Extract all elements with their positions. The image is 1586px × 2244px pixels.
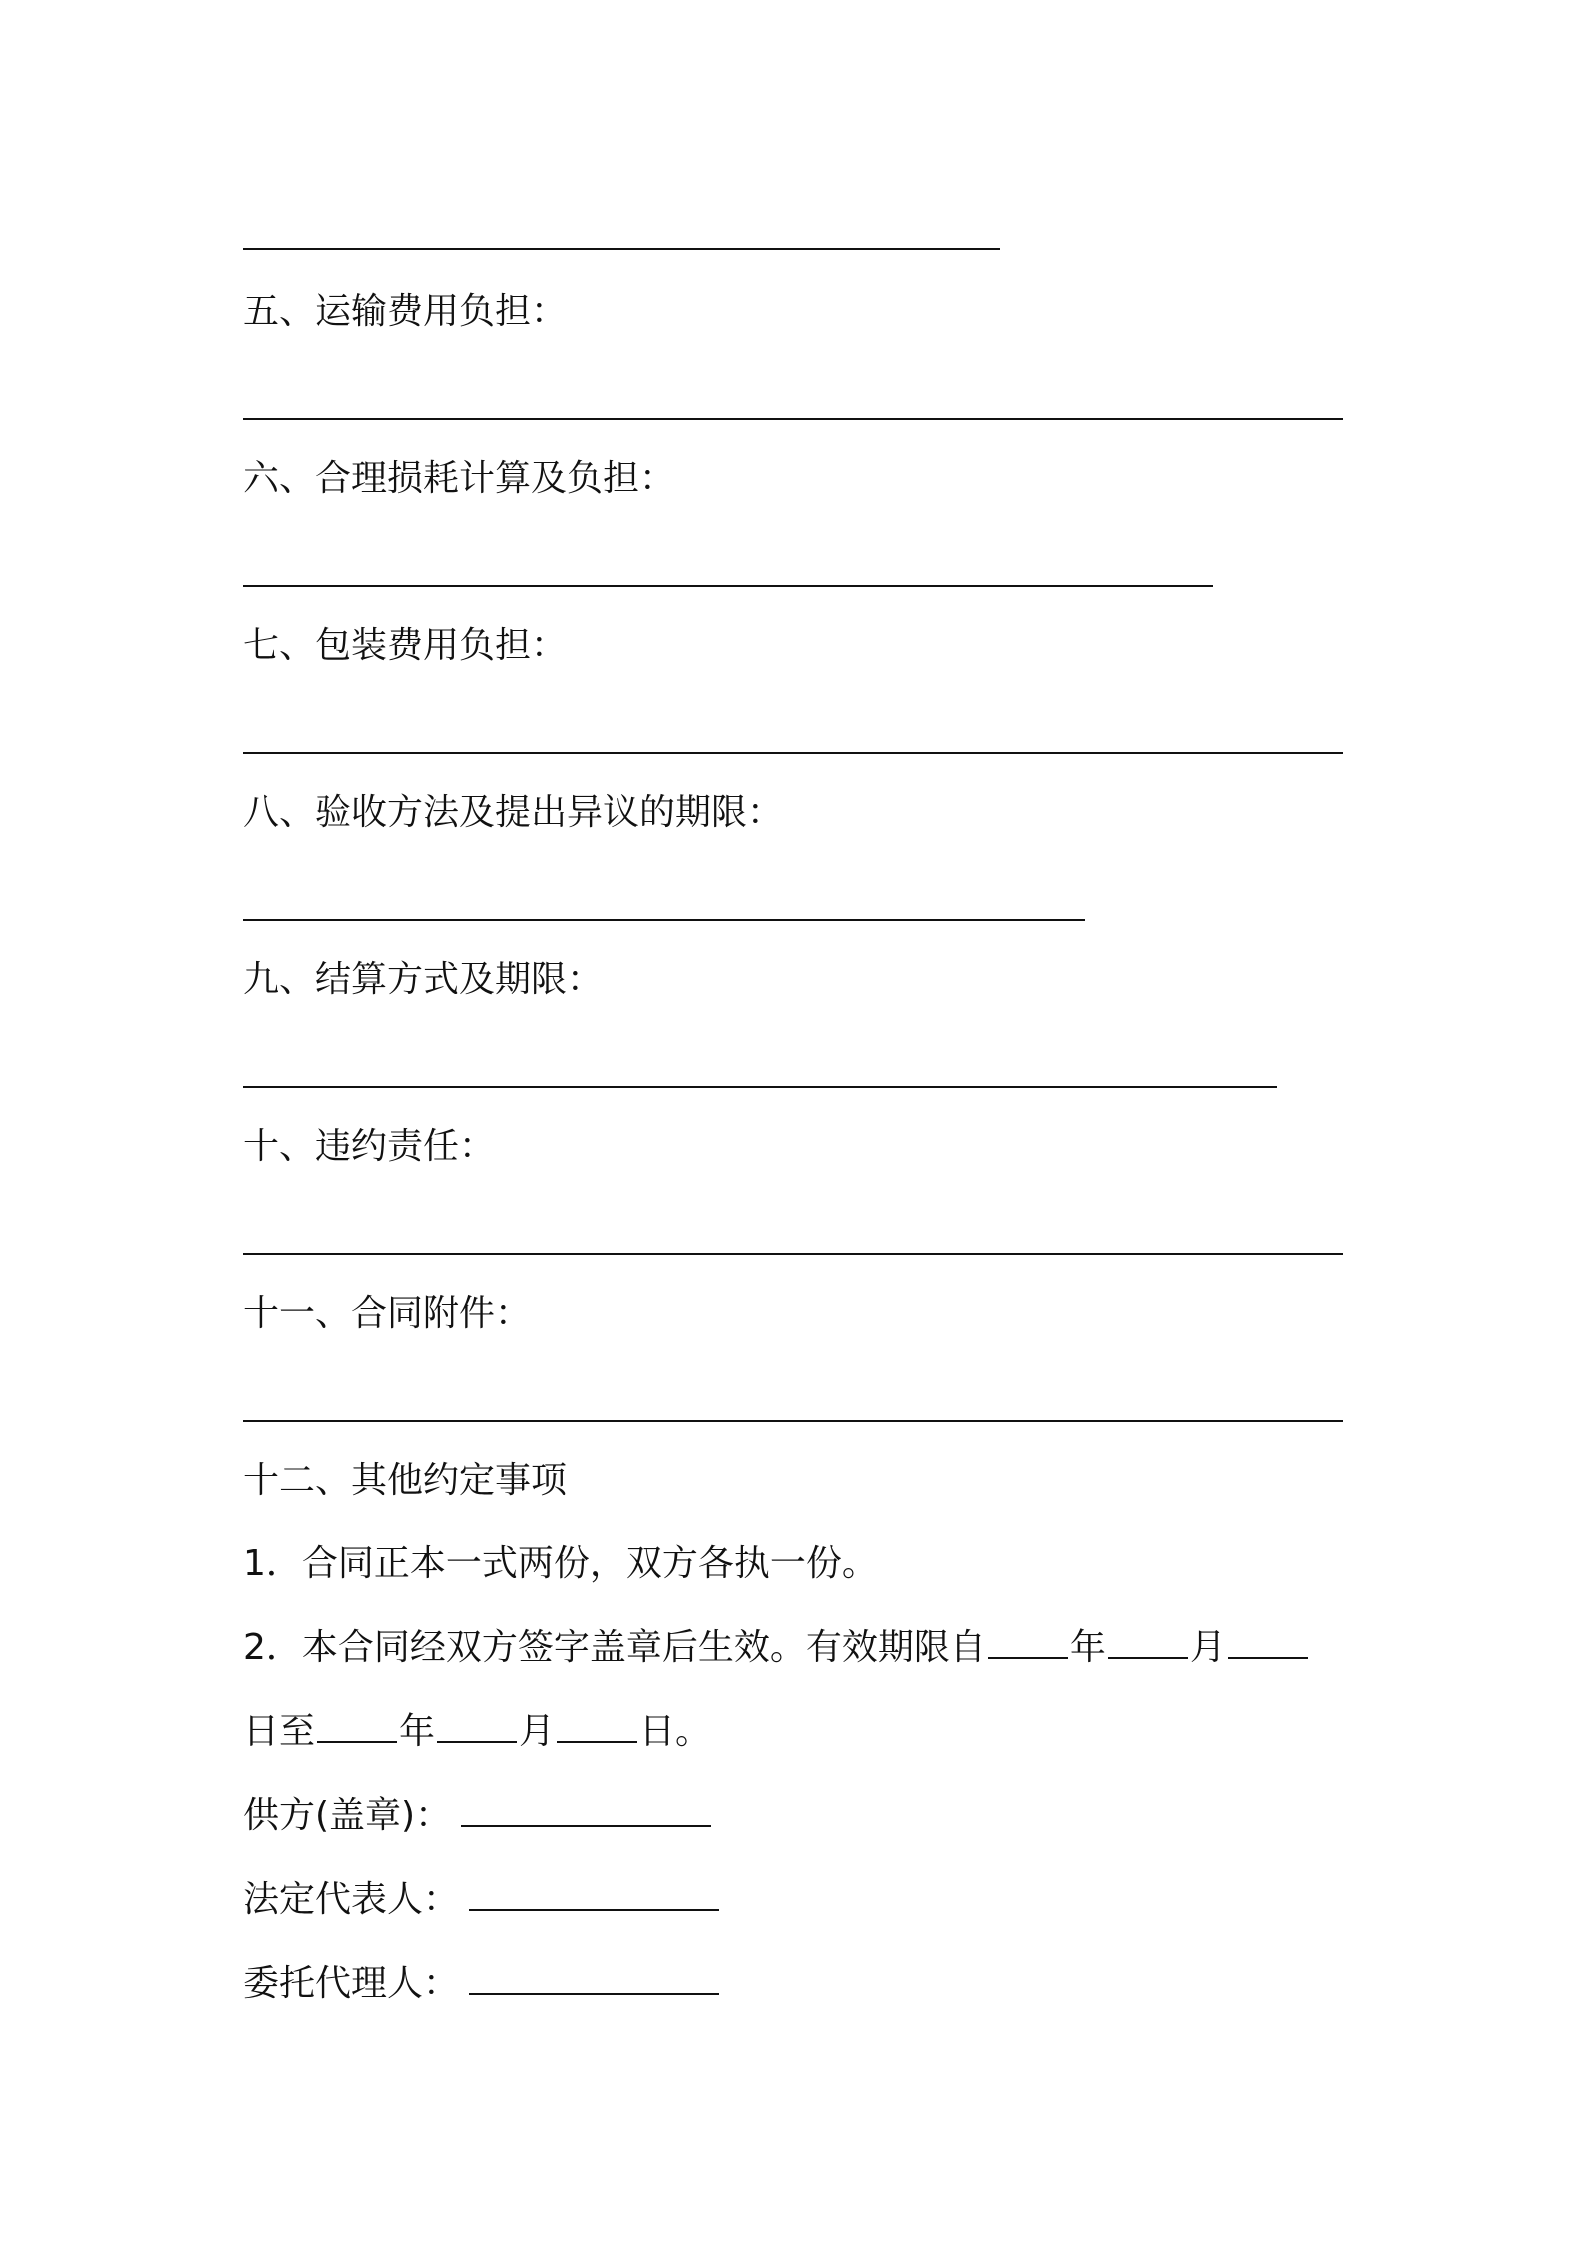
- blank-line-top: [243, 248, 1000, 250]
- section-7-heading: 七、包装费用负担：: [243, 625, 568, 666]
- supplier-seal-row: [243, 1794, 711, 1838]
- day-to-label: 日至: [243, 1711, 316, 1752]
- end-year-field[interactable]: [317, 1711, 397, 1743]
- section-11-heading: 十一、合同附件：: [243, 1293, 532, 1334]
- legal-rep-row: [243, 1878, 719, 1922]
- term-item-2-prefix: 2．本合同经双方签字盖章后生效。有效期限自: [243, 1627, 986, 1668]
- section-6-heading: 六、合理损耗计算及负担：: [243, 458, 676, 499]
- month-label: 月: [1189, 1627, 1226, 1668]
- section-5-blank-line[interactable]: [243, 418, 1343, 420]
- end-month-field[interactable]: [437, 1711, 517, 1743]
- legal-rep-field[interactable]: [469, 1879, 719, 1911]
- year-label: 年: [1069, 1627, 1106, 1668]
- start-year-field[interactable]: [988, 1627, 1068, 1659]
- section-7-blank-line[interactable]: [243, 752, 1343, 754]
- term-item-2-continued: [243, 1710, 711, 1754]
- supplier-seal-label: 供方(盖章)：: [243, 1795, 452, 1836]
- end-year-label: 年: [399, 1711, 436, 1752]
- end-month-label: 月: [519, 1711, 556, 1752]
- section-8-heading: 八、验收方法及提出异议的期限：: [243, 792, 784, 833]
- term-item-2: [243, 1626, 1310, 1670]
- section-10-blank-line[interactable]: [243, 1253, 1343, 1255]
- agent-label: 委托代理人：: [243, 1963, 460, 2004]
- legal-rep-label: 法定代表人：: [243, 1879, 460, 1920]
- section-6-blank-line[interactable]: [243, 585, 1213, 587]
- agent-field[interactable]: [469, 1963, 719, 1995]
- supplier-seal-field[interactable]: [461, 1795, 711, 1827]
- agent-row: [243, 1962, 719, 2006]
- day-end-label: 日。: [639, 1711, 712, 1752]
- section-9-blank-line[interactable]: [243, 1086, 1277, 1088]
- term-item-1: 1．合同正本一式两份，双方各执一份。: [243, 1543, 878, 1584]
- section-5-heading: 五、运输费用负担：: [243, 291, 568, 332]
- section-10-heading: 十、违约责任：: [243, 1126, 496, 1167]
- section-11-blank-line[interactable]: [243, 1420, 1343, 1422]
- start-month-field[interactable]: [1108, 1627, 1188, 1659]
- end-day-field[interactable]: [557, 1711, 637, 1743]
- section-9-heading: 九、结算方式及期限：: [243, 959, 604, 1000]
- section-8-blank-line[interactable]: [243, 919, 1085, 921]
- section-12-heading: 十二、其他约定事项: [243, 1460, 568, 1501]
- start-day-field[interactable]: [1228, 1627, 1308, 1659]
